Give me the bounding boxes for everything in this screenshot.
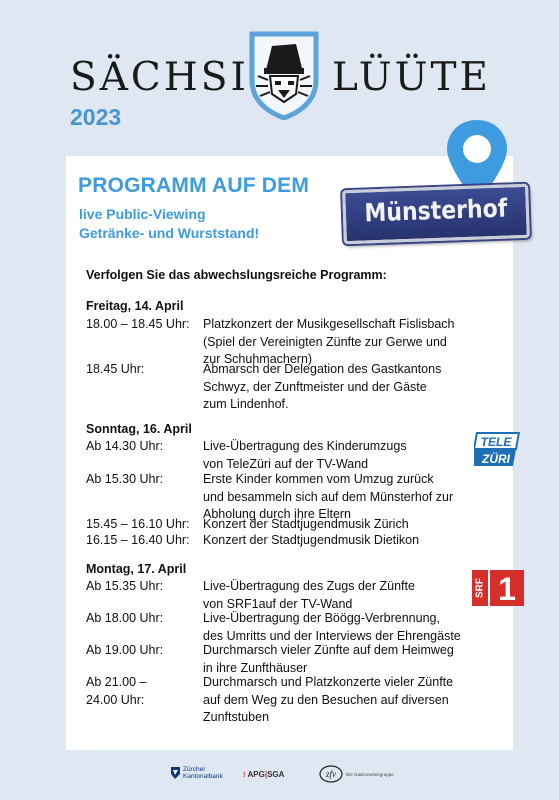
entry-time: 18.45 Uhr: bbox=[86, 362, 145, 376]
telezuri-logo bbox=[474, 432, 524, 468]
entry-description bbox=[203, 642, 503, 677]
crest-icon bbox=[244, 28, 324, 120]
entry-line: Abmarsch der Delegation des Gastkantons bbox=[203, 362, 442, 376]
logo-word-right: LÜÜTE bbox=[332, 55, 491, 100]
entry-line: Live-Übertragung des Kinderumzugs bbox=[203, 439, 407, 453]
entry-description bbox=[203, 361, 503, 414]
entry-time bbox=[86, 674, 202, 709]
program-intro: Verfolgen Sie das abwechslungsreiche Programm: bbox=[86, 268, 387, 282]
zkb-line: Kantonalbank bbox=[183, 773, 223, 780]
entry-line: von TeleZüri auf der TV-Wand bbox=[203, 456, 369, 471]
entry-line: des Umritts und der Interviews der Ehrengäste bbox=[203, 628, 461, 643]
entry-description bbox=[203, 674, 503, 727]
srf-text: SRF bbox=[474, 578, 486, 598]
day-heading-sunday: Sonntag, 16. April bbox=[86, 422, 192, 436]
event-year: 2023 bbox=[70, 104, 122, 130]
entry-time: Ab 14.30 Uhr: bbox=[86, 439, 164, 453]
zkb-line: Zürcher bbox=[183, 766, 206, 773]
street-sign-text: Münsterhof bbox=[363, 193, 508, 228]
entry-line: Live-Übertragung der Böögg-Verbrennung, bbox=[203, 611, 440, 625]
day-heading-friday: Freitag, 14. April bbox=[86, 299, 184, 313]
entry-line: (Spiel der Vereinigten Zünfte zur Gerwe und bbox=[203, 334, 447, 349]
zkb-key-icon bbox=[170, 766, 181, 780]
program-subtitle-1: live Public-Viewing bbox=[79, 206, 206, 222]
entry-line: zur Schuhmachern) bbox=[203, 352, 313, 366]
entry-line: Abholung durch ihre Eltern bbox=[203, 507, 352, 521]
entry-line: Live-Übertragung des Zugs der Zünfte bbox=[203, 579, 415, 593]
entry-time: Ab 18.00 Uhr: bbox=[86, 611, 164, 625]
entry-line: und besammeln sich auf dem Münsterhof zur bbox=[203, 489, 454, 504]
zfv-logo-text: zfv bbox=[326, 769, 336, 779]
zkb-name bbox=[183, 766, 223, 780]
sponsor-footer bbox=[0, 760, 559, 790]
entry-time-line: 24.00 Uhr: bbox=[86, 692, 145, 707]
entry-description bbox=[203, 516, 503, 534]
program-title: PROGRAMM AUF DEM bbox=[78, 174, 310, 197]
entry-line: Erste Kinder kommen vom Umzug zurück bbox=[203, 472, 434, 486]
entry-line: Durchmarsch und Platzkonzerte vieler Zünfte bbox=[203, 675, 454, 689]
zfv-logo bbox=[318, 764, 344, 784]
program-subtitle-2: Getränke- und Wurststand! bbox=[79, 225, 260, 241]
entry-line: Konzert der Stadtjugendmusik Zürich bbox=[203, 517, 409, 531]
apg-separator: | bbox=[264, 770, 268, 779]
day-heading-monday: Montag, 17. April bbox=[86, 562, 187, 576]
sga-text: SGA bbox=[267, 770, 285, 779]
street-sign bbox=[342, 184, 530, 244]
entry-line: Schwyz, der Zunftmeister und der Gäste bbox=[203, 379, 427, 394]
apg-sga-logo bbox=[243, 770, 284, 779]
apg-dots-icon: ⁝ bbox=[243, 770, 248, 779]
entry-time: Ab 15.35 Uhr: bbox=[86, 579, 164, 593]
apg-text: APG bbox=[247, 770, 265, 779]
entry-line: auf dem Weg zu den Besuchen auf diversen bbox=[203, 692, 449, 707]
entry-line: zum Lindenhof. bbox=[203, 397, 289, 411]
entry-line: von SRF1auf der TV-Wand bbox=[203, 596, 353, 611]
telezuri-top-text: TELE bbox=[480, 435, 512, 449]
entry-line: Konzert der Stadtjugendmusik Dietikon bbox=[203, 533, 420, 547]
entry-time: Ab 19.00 Uhr: bbox=[86, 643, 164, 657]
entry-time: Ab 15.30 Uhr: bbox=[86, 472, 164, 486]
entry-line: Durchmarsch vieler Zünfte auf dem Heimweg bbox=[203, 643, 454, 657]
entry-time: 15.45 – 16.10 Uhr: bbox=[86, 517, 190, 531]
srf-number: 1 bbox=[498, 571, 516, 606]
entry-line: Platzkonzert der Musikgesellschaft Fislisbach bbox=[203, 317, 455, 331]
zfv-tagline: Die Gastronomiegruppe bbox=[346, 772, 394, 777]
entry-line: in ihre Zunfthäuser bbox=[203, 660, 308, 675]
entry-description bbox=[203, 438, 503, 473]
entry-time: 18.00 – 18.45 Uhr: bbox=[86, 317, 190, 331]
entry-time: 16.15 – 16.40 Uhr: bbox=[86, 533, 190, 547]
srf1-logo bbox=[472, 570, 524, 606]
entry-description bbox=[203, 578, 503, 613]
entry-time-line: Ab 21.00 – bbox=[86, 675, 147, 689]
telezuri-bottom-text: ZÜRI bbox=[482, 452, 510, 466]
entry-description bbox=[203, 532, 503, 550]
entry-line: Zunftstuben bbox=[203, 710, 270, 724]
logo-word-left: SÄCHSI bbox=[70, 55, 249, 100]
entry-description bbox=[203, 610, 503, 645]
